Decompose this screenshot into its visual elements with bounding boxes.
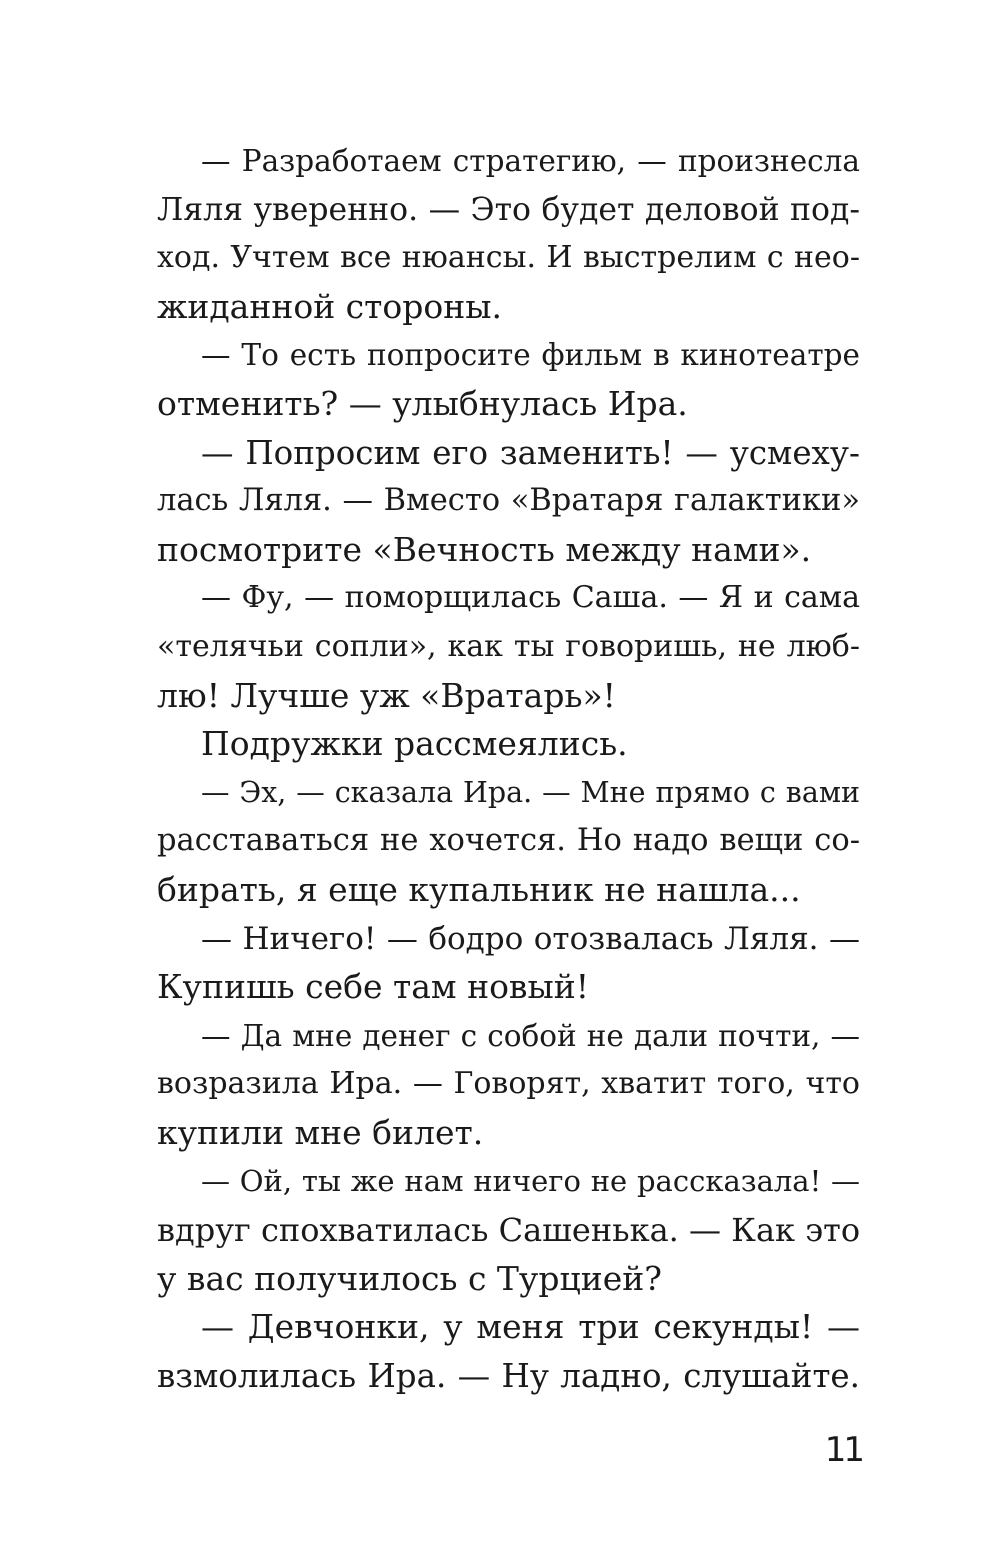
text-line: — Да мне денег с собой не дали почти, — [201,1018,860,1053]
text-line: — Эх, — сказала Ира. — Мне прямо с вами [201,775,860,809]
text-line: — Ой, ты же нам ничего не рассказала! — [201,1164,860,1199]
text-line: — Девчонки, у меня три секунды! — [201,1307,860,1347]
page-number: 11 [824,1430,862,1470]
text-line: — Попросим его заменить! — усмеху- [201,433,860,472]
text-line: посмотрите «Вечность между нами». [157,529,812,569]
text-line: у вас получилось с Турцией? [157,1258,662,1298]
text-line: Подружки рассмеялись. [201,724,628,764]
text-line: расставаться не хочется. Но надо вещи со- [157,823,860,859]
text-line: — Фу, — поморщилась Саша. — Я и сама [201,580,860,616]
text-line: возразила Ира. — Говорят, хватит того, что [157,1066,860,1102]
text-line: — То есть попросите фильм в кинотеатре [201,338,860,373]
text-line: Ляля уверенно. — Это будет деловой под- [157,191,860,228]
text-line: взмолилась Ира. — Ну ладно, слушайте. [157,1356,860,1395]
text-line: лась Ляля. — Вместо «Вратаря галактики» [157,483,860,519]
text-line: бирать, я еще купальник не нашла... [157,869,801,909]
body-text [157,137,860,1400]
text-line: ход. Учтем все нюансы. И выстрелим с нео- [157,240,860,276]
text-line: Купишь себе там новый! [157,967,590,1007]
text-line: жиданной стороны. [157,286,503,326]
text-line: «телячьи сопли», как ты говоришь, не люб- [157,628,860,664]
text-line: — Разработаем стратегию, — произнесла [201,144,860,178]
text-line: отменить? — улыбнулась Ира. [157,383,688,423]
text-line: вдруг спохватилась Сашенька. — Как это [157,1211,861,1250]
text-line: купили мне билет. [157,1112,484,1152]
text-line: — Ничего! — бодро отозвалась Ляля. — [201,920,860,957]
text-line: лю! Лучше уж «Вратарь»! [157,675,616,715]
